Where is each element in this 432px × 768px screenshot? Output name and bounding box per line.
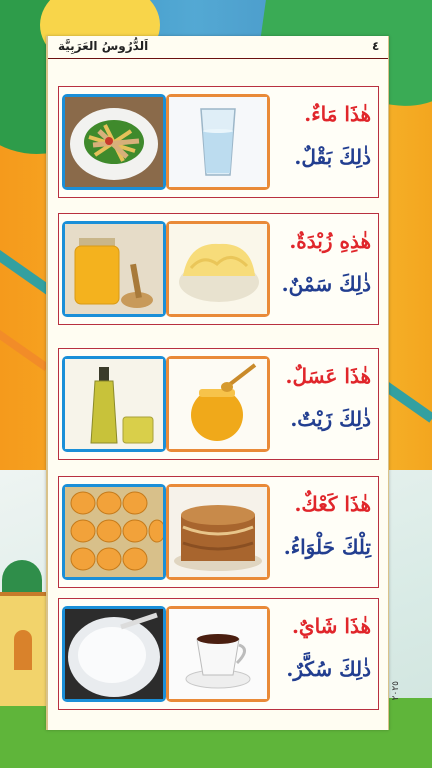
tea-cup-image: [166, 606, 270, 702]
vocab-row: [58, 86, 379, 198]
glass-of-water-image: [166, 94, 270, 190]
side-stamp: ٢٠٢٥: [391, 681, 401, 701]
oil-bottle-image: [62, 356, 166, 452]
phrase-near: هٰذَا عَسَلٌ.: [285, 364, 371, 388]
phrase-near: هٰذَا شَايٌ.: [291, 614, 371, 638]
sugar-bowl-image: [62, 606, 166, 702]
vocab-row: [58, 348, 379, 460]
vocab-row: [58, 213, 379, 325]
textbook-page: [46, 36, 401, 730]
phrase-far: ذٰلِكَ سُكَّرٌ.: [286, 657, 371, 681]
mosque-illustration: [0, 560, 46, 700]
phrase-near: هٰذَا مَاءٌ.: [304, 102, 371, 126]
cake-image: [166, 484, 270, 580]
phrase-far: ذٰلِكَ بَقْلٌ.: [294, 145, 371, 169]
phrase-near: هٰذَا كَعْكٌ.: [294, 492, 371, 516]
sweets-tray-image: [62, 484, 166, 580]
vocab-row: [58, 598, 379, 710]
vegetable-salad-image: [62, 94, 166, 190]
page-number: ٤: [372, 39, 380, 53]
phrase-far: ذٰلِكَ سَمْنٌ.: [281, 272, 371, 296]
phrase-near: هٰذِهِ زُبْدَةٌ.: [289, 229, 371, 253]
phrase-far: ذٰلِكَ زَيْتٌ.: [290, 407, 371, 431]
phrase-far: تِلْكَ حَلْوَاءُ.: [283, 535, 371, 559]
page-header: [48, 36, 388, 59]
jar-of-ghee-image: [62, 221, 166, 317]
honey-jar-image: [166, 356, 270, 452]
vocab-row: [58, 476, 379, 588]
bowl-of-butter-image: [166, 221, 270, 317]
book-title: اَلدُّرُوسُ العَرَبِيَّة: [58, 39, 149, 53]
